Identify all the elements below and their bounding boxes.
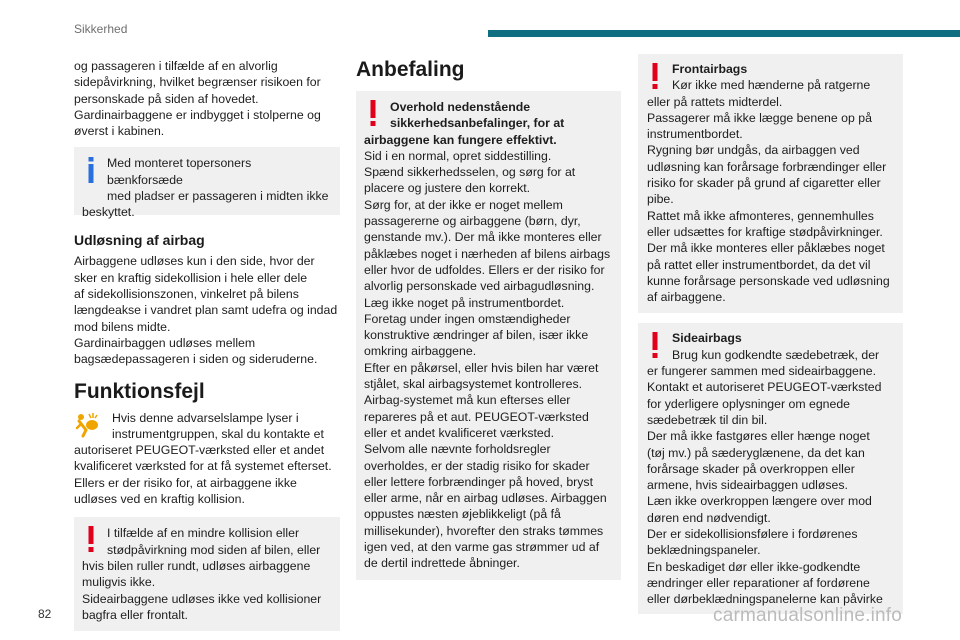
text-line: bagsædepassageren i siden og sideruderne. xyxy=(74,352,318,367)
text-line: beklædningspaneler. xyxy=(647,543,761,558)
warning-line: muligvis ikke. xyxy=(82,575,156,590)
text-line: Rattet må ikke afmonteres, gennemhulles xyxy=(647,208,874,223)
deploy-heading: Udløsning af airbag xyxy=(74,232,205,249)
text-line: Kør ikke med hænderne på ratgerne xyxy=(672,78,871,93)
text-line: Brug kun godkendte sædebetræk, der xyxy=(672,347,880,362)
text-line: instrumentbordet. xyxy=(647,127,743,142)
text-line: eller et andet kvalificeret værksted. xyxy=(364,425,555,440)
text-line: for yderligere oplysninger om egnede xyxy=(647,396,851,411)
warning-exclamation-icon xyxy=(648,332,662,358)
fault-text xyxy=(74,410,340,508)
bold-line: sikkerhedsanbefalinger, for at xyxy=(390,116,565,131)
bold-line: airbaggene kan fungere effektivt. xyxy=(364,132,557,147)
fault-line: Ellers er der risiko for, at airbaggene ikke xyxy=(74,475,297,490)
side-airbags-box xyxy=(638,323,903,613)
text-line: eller dørbeklædningspanelerne kan påvirke xyxy=(647,592,883,607)
text-line: eller udsættes for kraftige stødpåvirkninger. xyxy=(647,224,883,239)
text-line: kunne forårsage personskade ved udløsning xyxy=(647,273,890,288)
text-line: Sørg for, at der ikke er noget mellem xyxy=(364,197,563,212)
text-line: påklæbes noget i nærheden af bilens airbags xyxy=(364,246,611,261)
warning-exclamation-icon xyxy=(366,100,380,126)
warning-exclamation-icon xyxy=(648,63,662,89)
deploy-text xyxy=(74,253,340,367)
text-line: og passageren i tilfælde af en alvorlig xyxy=(74,59,278,73)
text-line: forårsage skader på overkroppen eller xyxy=(647,461,855,476)
header-accent-bar xyxy=(488,30,960,37)
text-line: på rattet eller instrumentbordet, da det vil xyxy=(647,257,871,272)
text-line: Gardinairbaggen udløses mellem xyxy=(74,335,256,350)
text-line: øverst i kabinen. xyxy=(74,124,165,139)
text-line: Der må ikke monteres eller påklæbes noget xyxy=(647,241,885,256)
text-line: omkring airbaggene. xyxy=(364,344,477,359)
fault-line: udløses ved en kraftig kollision. xyxy=(74,492,245,507)
text-line: oppustes næsten øjeblikkeligt (på få xyxy=(364,507,561,522)
text-line: af sidekollisionszonen, vinkelret på bilens xyxy=(74,287,299,302)
text-line: Rygning bør undgås, da airbaggen ved xyxy=(647,143,860,158)
text-line: eller arme, når en airbag udløses. Airbaggen xyxy=(364,491,607,506)
text-line: Selvom alle nævnte forholdsregler xyxy=(364,442,551,457)
text-line: ændringer eller reparationer af fordørene xyxy=(647,575,870,590)
text-line: eller hvor de udfoldes. Ellers er der risiko for xyxy=(364,262,605,277)
text-line: millisekunder), hvorefter den straks tømmes xyxy=(364,523,604,538)
text-line: repareres på et aut. PEUGEOT-værksted xyxy=(364,409,589,424)
fault-line: kvalificeret værksted for at få systemet efterset. xyxy=(74,459,332,474)
fault-line: autoriseret PEUGEOT-værksted eller et andet xyxy=(74,443,325,458)
text-line: Foretag under ingen omstændigheder xyxy=(364,311,571,326)
info-line: beskyttet. xyxy=(82,205,135,220)
recommendation-box xyxy=(356,91,621,580)
text-line: Gardinairbaggene er indbygget i stolperne og xyxy=(74,107,321,122)
text-line: En beskadiget dør eller ikke-godkendte xyxy=(647,559,861,574)
side-airbags-title: Sideairbags xyxy=(672,331,742,346)
warning-box xyxy=(74,517,340,631)
watermark: carmanualsonline.info xyxy=(713,605,903,626)
text-line: eller lettere forbrændinger på hoved, bryst xyxy=(364,474,593,489)
text-line: Spænd sikkerhedsselen, og sørg for at xyxy=(364,165,576,180)
middle-column xyxy=(356,58,621,580)
warning-exclamation-icon xyxy=(84,526,98,552)
text-line: sker en kraftig sidekollision i hele eller dele xyxy=(74,270,308,285)
text-line: Passagerer må ikke lægge benene op på xyxy=(647,110,872,125)
right-column xyxy=(638,54,903,614)
text-line: er fungerer sammen med sideairbaggene. xyxy=(647,364,876,379)
text-line: Efter en påkørsel, eller hvis bilen har været xyxy=(364,360,599,375)
text-line: placere og justere den korrekt. xyxy=(364,181,531,196)
intro-text xyxy=(74,58,340,139)
text-line: personskade på siden af hovedet. xyxy=(74,91,259,106)
warning-line: hvis bilen ruller rundt, udløses airbaggene xyxy=(82,558,311,573)
text-line: genstande mv.). Der må ikke monteres eller xyxy=(364,230,602,245)
left-column xyxy=(74,58,340,631)
info-line: Med monteret topersoners bænkforsæde xyxy=(107,156,252,187)
fault-heading: Funktionsfejl xyxy=(74,379,205,403)
text-line: Airbag-systemet må kun efterses eller xyxy=(364,393,571,408)
warning-line: bagfra eller frontalt. xyxy=(82,607,188,622)
fault-line: Hvis denne advarselslampe lyser i xyxy=(112,410,299,425)
text-line: Der må ikke fastgøres eller hænge noget xyxy=(647,429,870,444)
warning-line: I tilfælde af en mindre kollision eller xyxy=(107,526,300,541)
text-line: Læg ikke noget på instrumentbordet. xyxy=(364,295,565,310)
text-line: risiko for skader på grund af cigaretter eller xyxy=(647,176,881,191)
warning-line: stødpåvirkning mod siden af bilen, eller xyxy=(107,542,321,557)
text-line: Airbaggene udløses kun i den side, hvor der xyxy=(74,254,315,269)
text-line: pibe. xyxy=(647,192,674,207)
text-line: overholdes, er der stadig risiko for skader xyxy=(364,458,590,473)
text-line: Læn ikke overkroppen længere over mod xyxy=(647,494,872,509)
text-line: igen ved, at den varme gas strømmer ud af xyxy=(364,540,600,555)
text-line: længdeakse i vandret plan samt udefra og indad xyxy=(74,303,338,318)
text-line: eller på rattets midterdel. xyxy=(647,94,783,109)
airbag-warning-lamp-icon xyxy=(74,412,100,438)
text-line: Der er sidekollisionsfølere i fordørenes xyxy=(647,527,858,542)
text-line: (tøj mv.) på sæderyglænene, da det kan xyxy=(647,445,865,460)
text-line: alvorlig personskade ved airbagudløsning. xyxy=(364,279,595,294)
text-line: døren end nødvendigt. xyxy=(647,510,771,525)
text-line: sædebetræk til din bil. xyxy=(647,412,768,427)
text-line: konstruktive ændringer af bilen, især ikke xyxy=(364,328,589,343)
text-line: passagererne og airbaggene (børn, dyr, xyxy=(364,214,581,229)
info-icon xyxy=(84,157,98,183)
page-number: 82 xyxy=(38,607,52,621)
fault-line: instrumentgruppen, skal du kontakte et xyxy=(112,426,324,441)
text-line: sidepåvirkning, hvilket begrænser risikoen for xyxy=(74,75,321,90)
text-line: armene, hvis sideairbaggen udløses. xyxy=(647,478,848,493)
text-line: udløsning kan forårsage forbrændinger eller xyxy=(647,159,887,174)
info-box xyxy=(74,147,340,220)
text-line: de dertil indrettede åbninger. xyxy=(364,556,520,571)
front-airbags-box xyxy=(638,54,903,313)
text-line: stjålet, skal airbagsystemet kontrolleres. xyxy=(364,377,583,392)
text-line: Sid i en normal, opret siddestilling. xyxy=(364,148,552,163)
text-line: Kontakt et autoriseret PEUGEOT-værksted xyxy=(647,380,882,395)
warning-line: Sideairbaggene udløses ikke ved kollisioner xyxy=(82,591,322,606)
section-title: Sikkerhed xyxy=(74,22,128,36)
text-line: mod bilens midte. xyxy=(74,319,171,334)
front-airbags-title: Frontairbags xyxy=(672,62,748,76)
bold-line: Overhold nedenstående xyxy=(390,100,531,114)
info-line: med pladser er passageren i midten ikke xyxy=(107,189,329,204)
recommendation-heading: Anbefaling xyxy=(356,58,465,81)
text-line: af airbaggene. xyxy=(647,290,726,305)
